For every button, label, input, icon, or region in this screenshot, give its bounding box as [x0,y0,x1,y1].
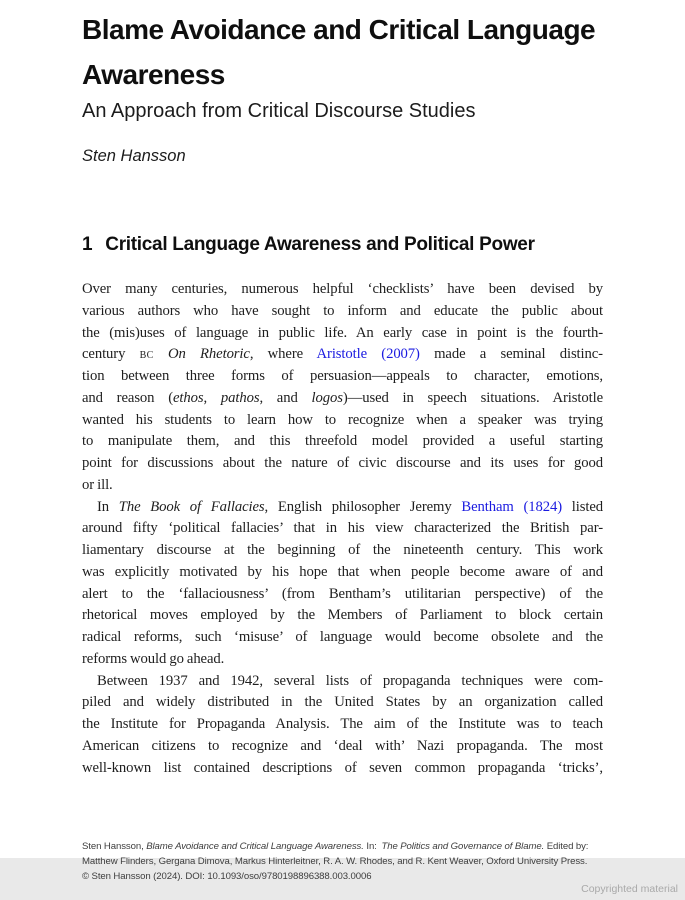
text-run: around fifty ‘political fallacies’ that in his view characterized the British par- [82,520,603,537]
chapter-title-line1: Blame Avoidance and Critical Language [82,14,596,45]
text-run: In: [363,841,382,852]
body-line [82,649,603,671]
body-line [82,497,603,519]
section-number: 1 [82,234,93,255]
text-run: Blame Avoidance and Critical Language Awareness. [146,841,364,852]
text-run: various authors who have sought to inform and educate the public about [82,302,603,319]
text-run: point for discussions about the nature of civic discourse and its uses for good [82,455,603,471]
footer-line [82,854,642,869]
body-line [82,736,603,758]
body-line [82,627,603,649]
text-run: Sten Hansson, [82,841,147,852]
text-run: American citizens to recognize and ‘deal with’ Nazi propaganda. The most [82,737,603,754]
text-run: liamentary discourse at the beginning of the nineteenth century. This work [82,542,603,558]
text-run: century [82,346,140,363]
text-run: tion between three forms of persuasion—appeals to character, emotions, [82,368,603,384]
text-run: On Rhetoric [168,346,250,363]
text-run: made a seminal distinc- [419,346,603,363]
section-heading [82,234,622,256]
text-run: Over many centuries, numerous helpful ‘checklists’ have been devised by [82,281,603,297]
section-title: Critical Language Awareness and Political Power [105,234,535,255]
body-line [82,518,603,540]
text-run: radical reforms, such ‘misuse’ of language would become obsolete and the [82,629,603,645]
chapter-subtitle: An Approach from Critical Discourse Studies [82,100,476,122]
body-line [82,366,603,388]
body-line [82,540,603,562]
text-run: listed [562,498,603,515]
text-run: or ill. [82,476,113,493]
body-line [82,453,603,475]
body-line [82,410,603,432]
body-line [82,475,603,497]
body-line [82,344,603,366]
footer-line [82,869,642,884]
watermark-copyrighted: Copyrighted material [581,883,678,895]
text-run: wanted his students to learn how to recognize when a speaker was trying [82,411,603,428]
text-run: to manipulate them, and this threefold model provided a useful starting [82,433,603,450]
citation-link-aristotle-2007[interactable]: Aristotle (2007) [316,346,420,363]
text-run: , where [249,346,317,363]
text-run: , [203,389,221,406]
text-run: , English philosopher Jeremy [264,498,462,515]
text-run: The Book of Fallacies [118,498,265,515]
text-run: the Institute for Propaganda Analysis. The aim of the Institute was to teach [82,716,603,732]
body-line [82,584,603,606]
text-run: and reason ( [82,389,173,406]
body-line [82,301,603,323]
footer-line [82,839,642,854]
body-text [82,279,603,779]
chapter-title [82,8,642,97]
text-run: Edited by: [544,841,589,852]
text-run: pathos [220,389,260,406]
text-run: reforms would go ahead. [82,650,225,667]
text-run [154,346,168,362]
author-name: Sten Hansson [82,147,186,165]
body-line [82,388,603,410]
text-run: rhetorical moves employed by the Members of Parliament to block certain [82,607,603,624]
text-run: In [97,498,119,515]
text-run: , and [259,389,312,406]
body-line [82,671,603,693]
text-run: piled and widely distributed in the United States by an organization called [82,694,603,711]
chapter-title-line2: Awareness [82,58,225,90]
text-run: )—used in speech situations. Aristotle [342,389,603,406]
body-line [82,605,603,627]
body-line [82,714,603,736]
body-line [82,692,603,714]
body-line [82,431,603,453]
text-run: well-known list contained descriptions of seven common propaganda ‘tricks’, [82,759,603,776]
text-run: Between 1937 and 1942, several lists of propaganda techniques were com- [97,672,603,689]
footer-citation [82,839,642,885]
body-line [82,758,603,780]
text-run: © Sten Hansson (2024). DOI: 10.1093/oso/9780198896388.003.0006 [82,871,372,883]
body-line [82,279,603,301]
body-line [82,323,603,345]
citation-link-bentham-1824[interactable]: Bentham (1824) [461,498,563,515]
text-run: logos [311,389,343,406]
text-run: was explicitly motivated by his hope that when people become aware of and [82,563,603,580]
text-run: the (mis)uses of language in public life. An early case in point is the fourth- [82,324,603,341]
text-run: The Politics and Governance of Blame. [381,841,545,852]
text-run: alert to the ‘fallaciousness’ (from Bentham’s utilitarian perspective) of the [82,585,603,602]
text-run: ethos [173,389,204,406]
body-line [82,562,603,584]
text-run: Matthew Flinders, Gergana Dimova, Markus Hinterleitner, R. A. W. Rhodes, and R. Kent Weaver, Oxford University Press. [82,856,588,868]
text-run: bc [139,346,154,363]
